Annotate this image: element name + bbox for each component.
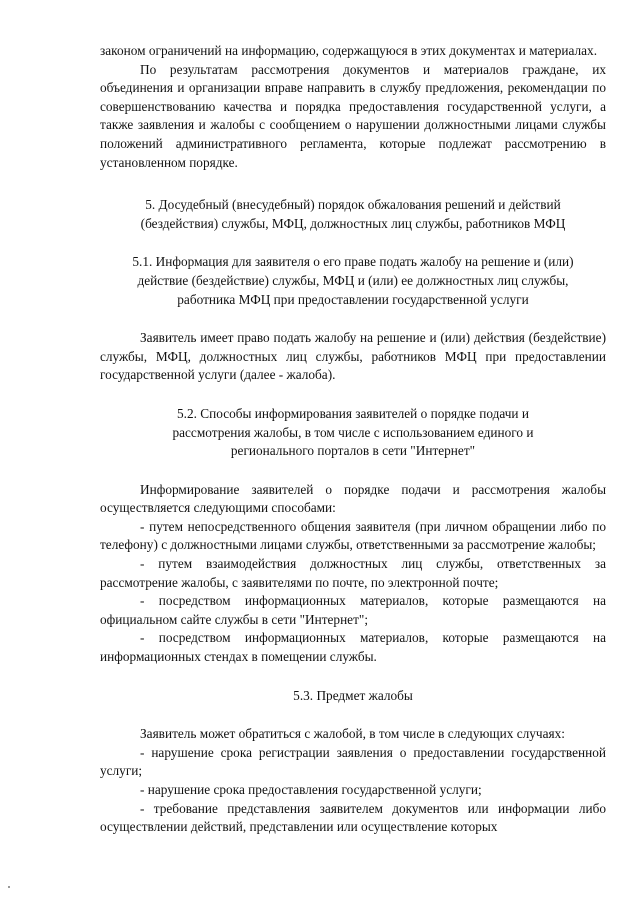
list-item-subject-2: - нарушение срока предоставления государственной услуги;: [140, 782, 482, 797]
paragraph-informing: Информирование заявителей о порядке подачи и рассмотрения жалобы осуществляется следующими способами:: [100, 481, 606, 516]
list-item-inform-4: - посредством информационных материалов, которые размещаются на информационных стендах в помещении службы.: [100, 630, 606, 665]
paragraph-results: По результатам рассмотрения документов и материалов граждане, их объединения и организации вправе направить в службу предложения, рекомендации по совершенствованию качества и порядка предоставления государственной услуги, а также заявления и жалобы с сообщением о нарушении должностными лицами службы положений административного регламента, которые подлежат рассмотрению в установленном порядке.: [100, 61, 606, 170]
paragraph-intro-continuation: законом ограничений на информацию, содержащуюся в этих документах и материалах.: [100, 43, 598, 58]
section-5-3-heading: 5.3. Предмет жалобы: [293, 687, 413, 703]
paragraph-right-to-complain: Заявитель имеет право подать жалобу на решение и (или) действия (бездействие) службы, МФЦ, должностных лиц службы, работников МФЦ при предоставлении государственной услуги (далее - жалоба).: [100, 330, 606, 383]
list-item-inform-1: - путем непосредственного общения заявителя (при личном обращении либо по телефону) с должностными лицами службы, ответственными за рассмотрение жалобы;: [100, 518, 606, 553]
list-item-inform-3: - посредством информационных материалов, которые размещаются на официальном сайте службы в сети "Интернет";: [100, 593, 606, 627]
section-5-1-heading: 5.1. Информация для заявителя о его праве подать жалобу на решение и (или) действие (бездействие) службы, МФЦ и (или) ее должностных лиц службы, работника МФЦ при предоставлении государственной услуги: [132, 254, 574, 307]
list-item-subject-1: - нарушение срока регистрации заявления о предоставлении государственной услуги;: [100, 744, 606, 779]
section-5-heading: 5. Досудебный (внесудебный) порядок обжалования решений и действий (бездействия) службы, МФЦ, должностных лиц службы, работников МФЦ: [140, 197, 566, 231]
document-body: [100, 42, 606, 837]
paragraph-subject: Заявитель может обратиться с жалобой, в том числе в следующих случаях:: [140, 726, 565, 742]
scan-artifact-dot: [8, 886, 10, 888]
list-item-inform-2: - путем взаимодействия должностных лиц службы, ответственных за рассмотрение жалобы, с заявителями по почте, по электронной почте;: [100, 556, 606, 590]
section-5-2-heading: 5.2. Способы информирования заявителей о порядке подачи и рассмотрения жалобы, в том числе с использованием единого и регионального порталов в сети "Интернет": [172, 405, 534, 459]
list-item-subject-3: - требование представления заявителем документов или информации либо осуществлении действий, представлении или осуществление которых: [100, 800, 606, 835]
